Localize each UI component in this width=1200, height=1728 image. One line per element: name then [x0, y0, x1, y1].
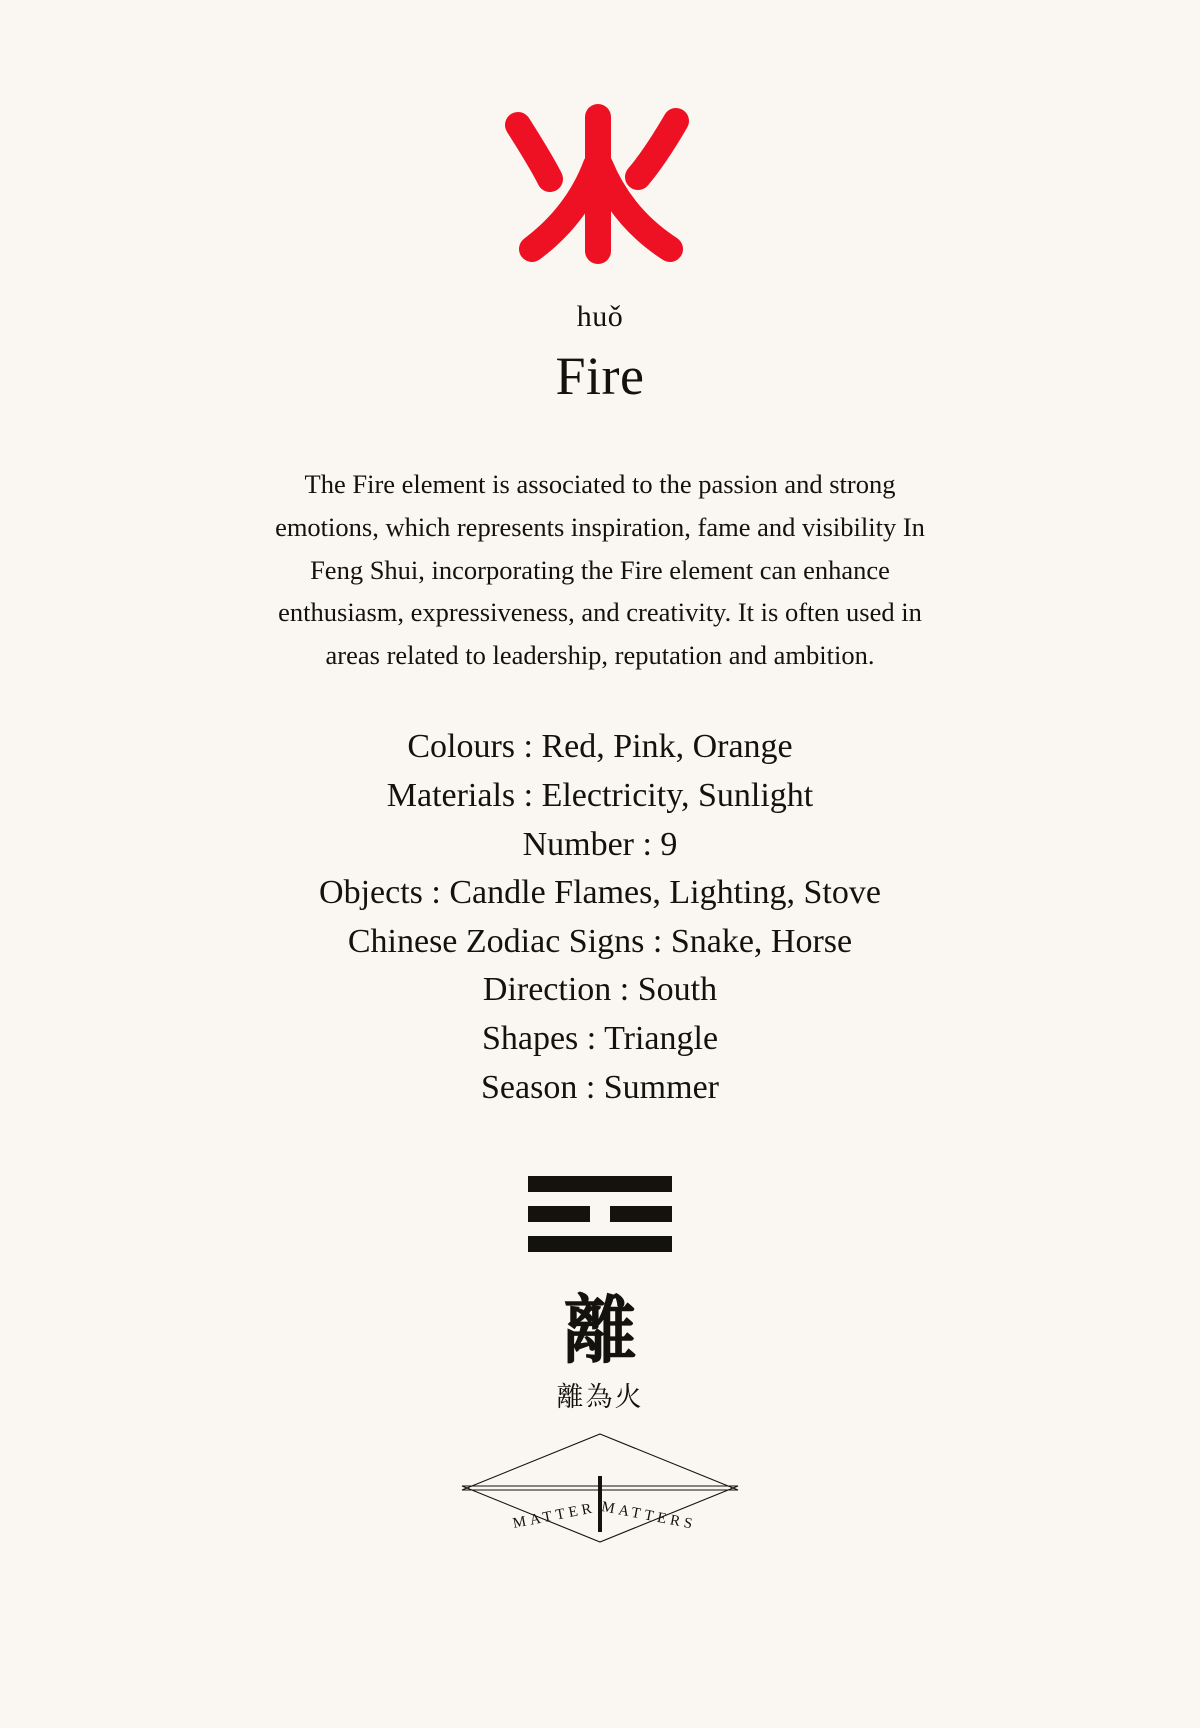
- brand-logo[interactable]: [455, 1428, 745, 1548]
- trigram-character: 離: [563, 1288, 637, 1375]
- attribute-row-zodiac-signs: Chinese Zodiac Signs : Snake, Horse: [347, 922, 853, 960]
- attribute-row-materials: Materials : Electricity, Sunlight: [386, 776, 814, 814]
- attribute-row-objects: Objects : Candle Flames, Lighting, Stove: [319, 874, 881, 912]
- logo-text-left: MATTER: [511, 1500, 597, 1532]
- element-description: The Fire element is associated to the passion and strong emotions, which represents inspiration, fame and visibility In Feng Shui, incorporating the Fire element can enhance enthusiasm, expressiveness, and creativity. It is often used in areas related to leadership, reputation and ambition.: [275, 468, 925, 671]
- fire-character-glyph: [470, 96, 730, 276]
- trigram-line-solid-bottom: [528, 1236, 672, 1252]
- trigram-line-solid-top: [528, 1176, 672, 1192]
- trigram-broken-right: [610, 1206, 672, 1222]
- trigram-broken-left: [528, 1206, 590, 1222]
- trigram-line-broken-middle: [528, 1206, 672, 1222]
- attribute-row-shapes: Shapes : Triangle: [481, 1019, 719, 1057]
- trigram-symbol: [528, 1176, 672, 1252]
- trigram-subtitle: 離為火: [556, 1382, 644, 1414]
- logo-text-right: MATTERS: [599, 1499, 698, 1534]
- attribute-row-colours: Colours : Red, Pink, Orange: [407, 728, 793, 766]
- attribute-row-number: Number : 9: [522, 825, 678, 863]
- attribute-list: [220, 723, 980, 1112]
- pinyin-label: huǒ: [576, 300, 624, 333]
- attribute-row-direction: Direction : South: [482, 971, 718, 1009]
- attribute-row-season: Season : Summer: [481, 1068, 719, 1106]
- page-title: Fire: [555, 346, 645, 406]
